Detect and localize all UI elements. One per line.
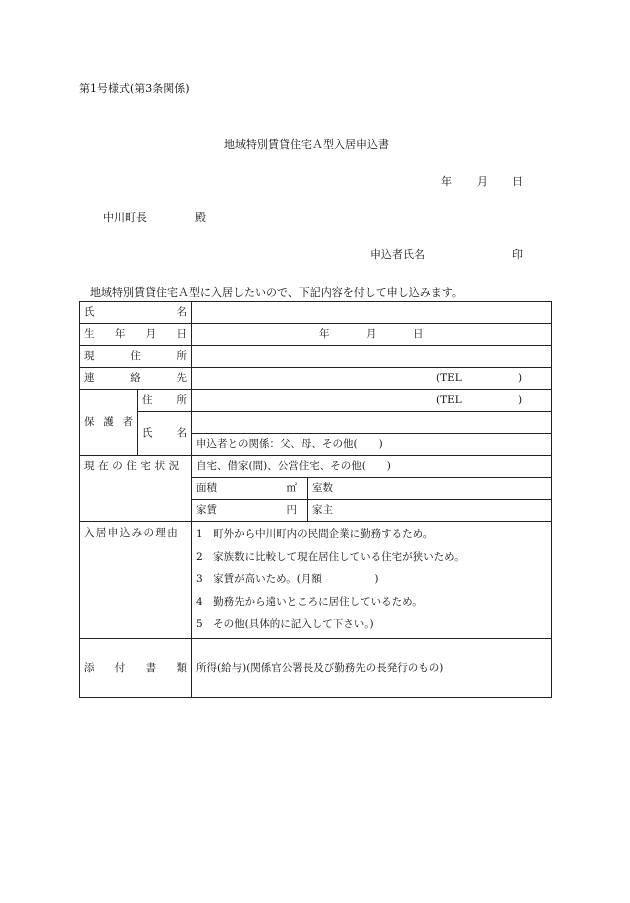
row-contact xyxy=(80,368,552,390)
reason-item[interactable]: 2 家族数に比較して現在居住している住宅が狭いため。 xyxy=(196,550,465,563)
rent-unit: 円 xyxy=(286,504,297,517)
area-label: 面積 xyxy=(196,482,217,495)
guardian-tel-open: (TEL xyxy=(436,394,462,406)
date-month-label: 月 xyxy=(477,175,488,188)
guardian-name-field[interactable] xyxy=(192,412,552,434)
guardian-address-label: 住 所 xyxy=(138,390,192,412)
dob-label: 生 年 月 日 xyxy=(80,324,192,346)
dob-month-label: 月 xyxy=(366,328,377,340)
name-field[interactable] xyxy=(192,302,552,324)
rooms-label: 室数 xyxy=(312,482,333,495)
attach-field: 所得(給与)(関係官公署長及び勤務先の長発行のもの) xyxy=(192,639,552,698)
page-title: 地域特別賃貸住宅Ａ型入居申込書 xyxy=(224,138,389,151)
row-guardian-address xyxy=(80,390,552,412)
reason-item[interactable]: 3 家賃が高いため。(月額 ) xyxy=(196,573,379,585)
housing-options-field[interactable]: 自宅、借家(間)、公営住宅、その他( ) xyxy=(192,456,552,478)
guardian-name-label: 氏 名 xyxy=(138,412,192,456)
application-form-table xyxy=(79,301,552,698)
guardian-tel-close: ) xyxy=(518,394,523,406)
rent-label: 家賃 xyxy=(196,504,217,517)
name-label: 氏 名 xyxy=(80,302,192,324)
reason-label: 入居申込みの理由 xyxy=(80,522,192,639)
reason-item[interactable]: 5 その他(具体的に記入して下さい。) xyxy=(196,618,374,630)
contact-tel-close: ) xyxy=(518,372,523,384)
landlord-label: 家主 xyxy=(312,504,333,517)
dob-day-label: 日 xyxy=(413,328,424,340)
contact-tel-open: (TEL xyxy=(436,372,462,384)
form-number: 第1号様式(第3条関係) xyxy=(79,82,190,95)
landlord-field[interactable] xyxy=(308,500,552,522)
contact-field[interactable] xyxy=(192,368,552,390)
area-field[interactable] xyxy=(192,478,308,500)
row-dob xyxy=(80,324,552,346)
contact-label: 連 絡 先 xyxy=(80,368,192,390)
rent-field[interactable] xyxy=(192,500,308,522)
guardian-relation-field[interactable]: 申込者との関係：父、母、その他( ) xyxy=(192,434,552,456)
dob-field[interactable] xyxy=(192,324,552,346)
row-address xyxy=(80,346,552,368)
reason-list xyxy=(192,522,552,639)
area-unit: ㎡ xyxy=(286,482,297,495)
row-name xyxy=(80,302,552,324)
rooms-field[interactable] xyxy=(308,478,552,500)
row-guardian-name xyxy=(80,412,552,434)
guardian-label: 保 護 者 xyxy=(80,390,138,456)
seal-mark: 印 xyxy=(512,248,523,261)
honorific: 殿 xyxy=(195,211,206,224)
applicant-name-label: 申込者氏名 xyxy=(370,248,425,261)
intro-text: 地域特別賃貸住宅Ａ型に入居したいので、下記内容を付して申し込みます。 xyxy=(90,286,463,299)
date-year-label: 年 xyxy=(441,175,452,188)
reason-item[interactable]: 4 勤務先から遠いところに居住しているため。 xyxy=(196,595,423,608)
housing-label: 現在の住宅状況 xyxy=(80,456,192,522)
guardian-address-field[interactable] xyxy=(192,390,552,412)
dob-year-label: 年 xyxy=(319,328,330,340)
attach-label: 添 付 書 類 xyxy=(80,639,192,698)
row-reasons xyxy=(80,522,552,639)
row-attachments xyxy=(80,639,552,698)
address-field[interactable] xyxy=(192,346,552,368)
reason-item[interactable]: 1 町外から中川町内の民間企業に勤務するため。 xyxy=(196,528,434,540)
addressee: 中川町長 xyxy=(103,211,147,224)
row-housing-options xyxy=(80,456,552,478)
date-day-label: 日 xyxy=(512,175,523,188)
address-label: 現 住 所 xyxy=(80,346,192,368)
